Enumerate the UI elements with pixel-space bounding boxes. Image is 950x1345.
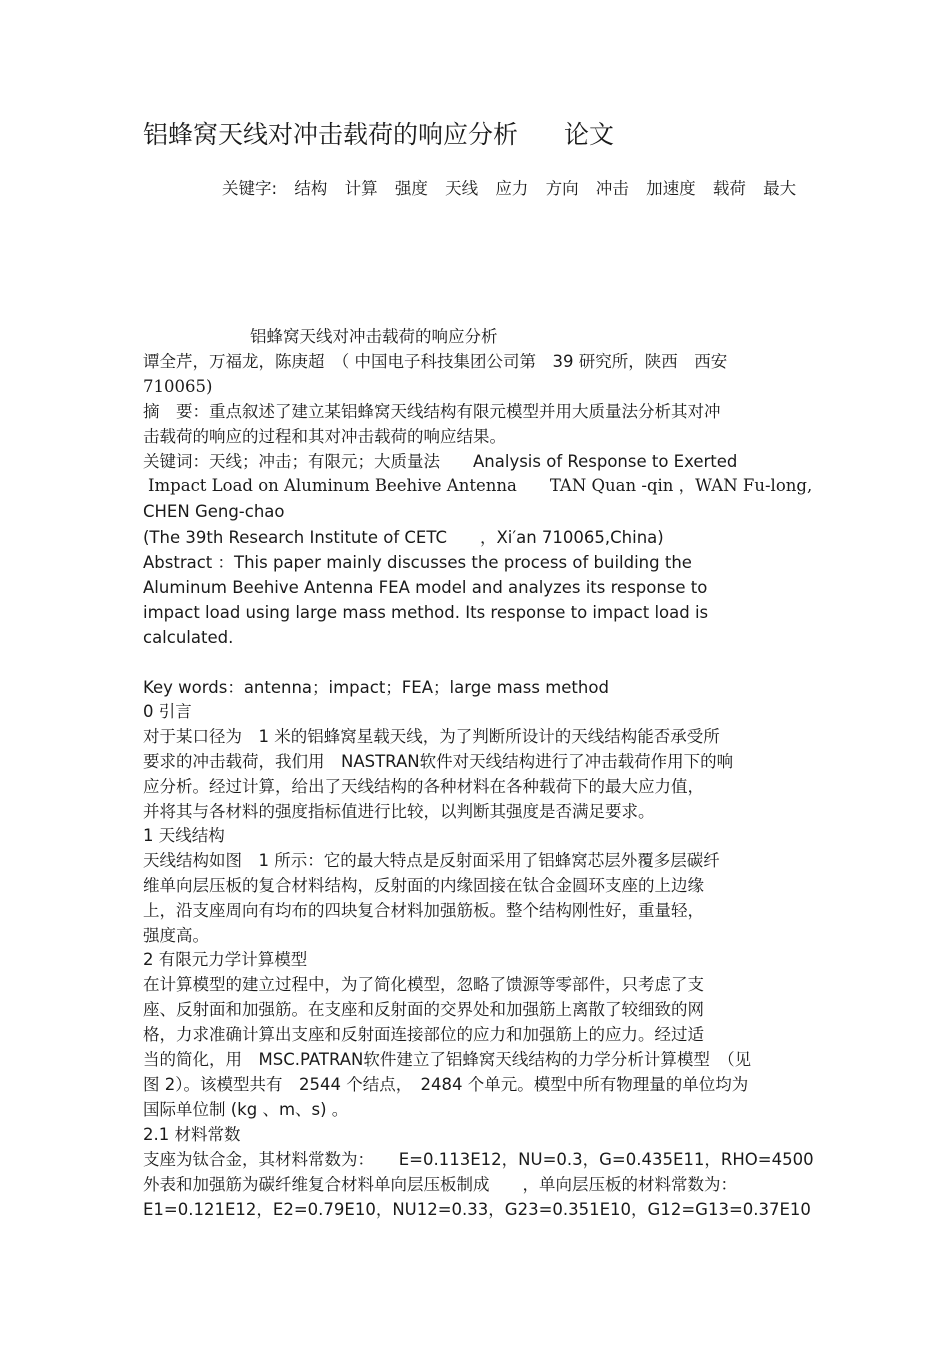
abstract-en-line: Abstract ：This paper mainly discusses the process of building the: [143, 553, 692, 572]
keyword: 强度: [394, 179, 428, 198]
keyword: 应力: [495, 179, 529, 198]
body-line: 并将其与各材料的强度指标值进行比较，以判断其强度是否满足要求。: [143, 802, 655, 821]
abstract-title: 铝蜂窝天线对冲击载荷的响应分析: [250, 327, 498, 346]
keyword: 最大: [763, 179, 797, 198]
keyword: 冲击: [595, 179, 629, 198]
body-line: 外表和加强筋为碳纤维复合材料单向层压板制成 ，单向层压板的材料常数为：: [143, 1175, 737, 1194]
body-line: 在计算模型的建立过程中，为了简化模型，忽略了馈源等零部件，只考虑了支: [143, 975, 704, 994]
abstract-en-line: impact load using large mass method. Its response to impact load is: [143, 603, 709, 622]
body-line: 维单向层压板的复合材料结构，反射面的内缘固接在钛合金圆环支座的上边缘: [143, 876, 704, 895]
abstract-en-line: Aluminum Beehive Antenna FEA model and analyzes its response to: [143, 578, 708, 597]
keywords-cn-line: 关键词：天线；冲击；有限元；大质量法 Analysis of Response to Exerted: [143, 452, 738, 471]
body-line: 对于某口径为 1 米的铝蜂窝星载天线，为了判断所设计的天线结构能否承受所: [143, 727, 720, 746]
page-title: [143, 118, 614, 152]
body-line: 要求的冲击载荷，我们用 NASTRAN软件对天线结构进行了冲击载荷作用下的响: [143, 752, 734, 771]
abstract-cn-line: 摘 要：重点叙述了建立某铝蜂窝天线结构有限元模型并用大质量法分析其对冲: [143, 402, 721, 421]
keyword: 计算: [344, 179, 378, 198]
keyword: 方向: [545, 179, 579, 198]
body-line: 格，力求准确计算出支座和反射面连接部位的应力和加强筋上的应力。经过适: [143, 1025, 704, 1044]
keyword: 加速度: [646, 179, 696, 198]
body-line: 座、反射面和加强筋。在支座和反射面的交界处和加强筋上离散了较细致的网: [143, 1000, 704, 1019]
english-title-line: Impact Load on Aluminum Beehive Antenna TAN Quan -qin ，WAN Fu-long,: [148, 476, 813, 495]
body-line: 应分析。经过计算，给出了天线结构的各种材料在各种载荷下的最大应力值，: [143, 777, 704, 796]
keyword: 结构: [294, 179, 328, 198]
keyword: 天线: [445, 179, 479, 198]
keywords-label: 关键字:: [222, 179, 278, 198]
title-suffix: 论文: [564, 120, 615, 149]
body-line: 天线结构如图 1 所示：它的最大特点是反射面采用了铝蜂窝芯层外覆多层碳纤: [143, 851, 720, 870]
postcode-line: 710065): [143, 377, 213, 396]
abstract-en-line: calculated.: [143, 628, 234, 647]
body-line: 国际单位制 (kg 、m、s) 。: [143, 1100, 349, 1119]
section-heading: 0 引言: [143, 702, 192, 721]
body-line: 上，沿支座周向有均布的四块复合材料加强筋板。整个结构刚性好，重量轻，: [143, 901, 704, 920]
keywords-bar: [222, 178, 796, 200]
keywords-en-line: Key words：antenna；impact；FEA；large mass method: [143, 678, 609, 697]
body-line: E1=0.121E12，E2=0.79E10，NU12=0.33，G23=0.351E10，G12=G13=0.37E10: [143, 1200, 811, 1219]
subsection-heading: 2.1 材料常数: [143, 1125, 241, 1144]
body-line: 当的简化，用 MSC.PATRAN软件建立了铝蜂窝天线结构的力学分析计算模型 （见: [143, 1050, 752, 1069]
body-line: 图 2）。该模型共有 2544 个结点， 2484 个单元。模型中所有物理量的单位均为: [143, 1075, 749, 1094]
body-line: 支座为钛合金，其材料常数为： E=0.113E12，NU=0.3，G=0.435E11，RHO=4500: [143, 1150, 814, 1169]
section-heading: 2 有限元力学计算模型: [143, 950, 308, 969]
english-affiliation-line: (The 39th Research Institute of CETC ，Xi′an 710065,China): [143, 528, 664, 547]
keyword: 载荷: [712, 179, 746, 198]
title-main: 铝蜂窝天线对冲击载荷的响应分析: [143, 120, 519, 149]
authors-line: 谭全芹，万福龙，陈庚超 （ 中国电子科技集团公司第 39 研究所，陕西 西安: [143, 352, 728, 371]
english-author-line: CHEN Geng-chao: [143, 502, 285, 521]
section-heading: 1 天线结构: [143, 826, 225, 845]
body-line: 强度高。: [143, 926, 209, 945]
abstract-cn-line: 击载荷的响应的过程和其对冲击载荷的响应结果。: [143, 427, 506, 446]
